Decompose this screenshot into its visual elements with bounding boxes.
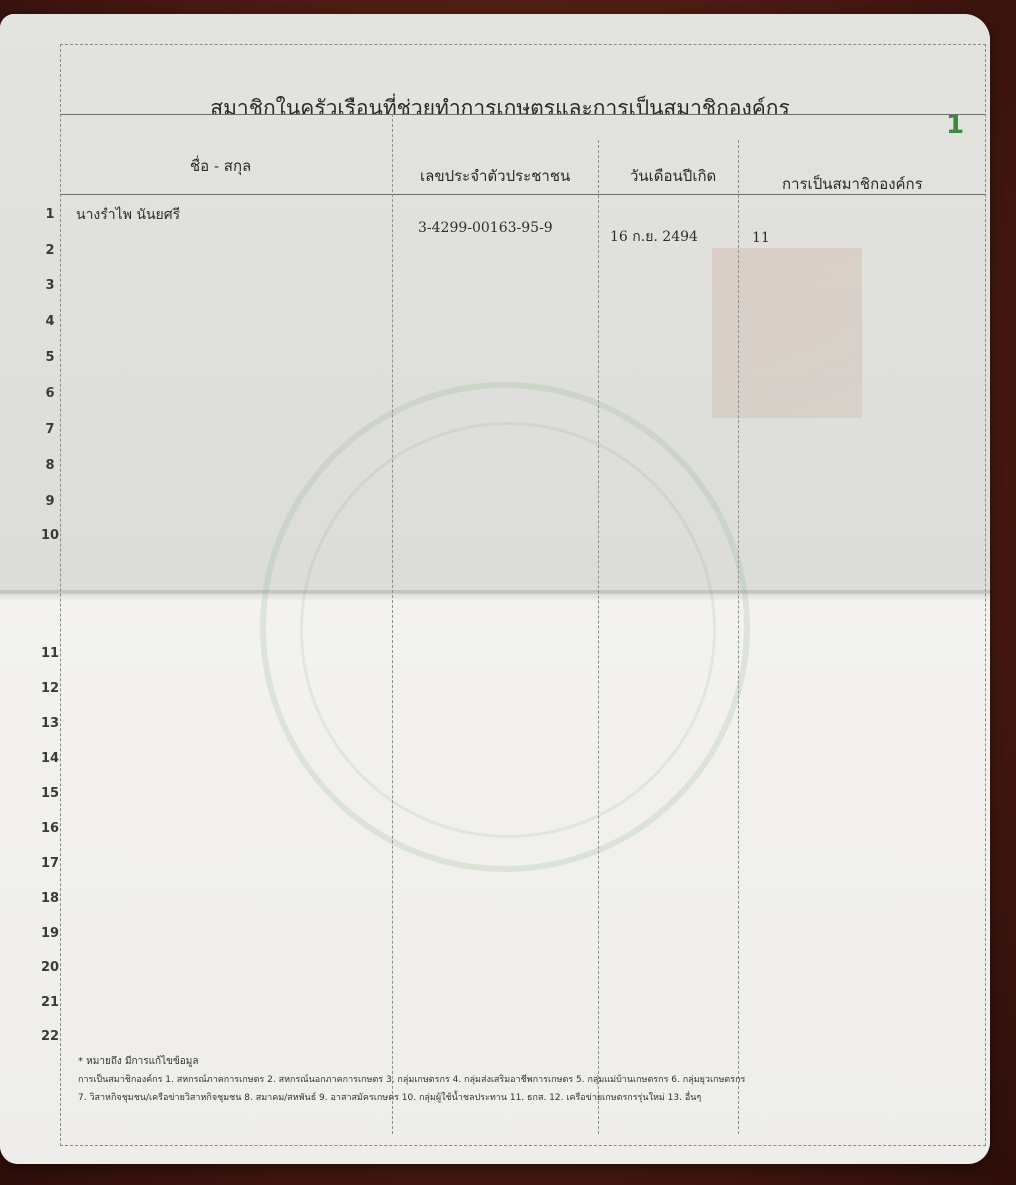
row-number: 22 bbox=[40, 1029, 60, 1044]
row-number: 18 bbox=[40, 891, 60, 906]
row-number: 11 bbox=[40, 646, 60, 661]
row-number: 20 bbox=[40, 960, 60, 975]
row-number: 16 bbox=[40, 821, 60, 836]
row-number: 15 bbox=[40, 786, 60, 801]
column-divider-3 bbox=[738, 140, 739, 1134]
row-number: 5 bbox=[45, 350, 55, 365]
form-title: สมาชิกในครัวเรือนที่ช่วยทำการเกษตรและการเป็นสมาชิกองค์กร bbox=[210, 96, 790, 120]
header-id-number: เลขประจำตัวประชาชน bbox=[420, 167, 571, 185]
column-divider-2 bbox=[598, 140, 599, 1134]
page-number: 1 bbox=[946, 110, 965, 140]
row-number: 19 bbox=[40, 926, 60, 941]
footnote-membership-legend-2: 7. วิสาหกิจชุมชน/เครือข่ายวิสาหกิจชุมชน 8. สมาคม/สหพันธ์ 9. อาสาสมัครเกษตร 10. กลุ่มผู้ใช้น้ำชลประทาน 11. ธกส. 12. เครือข่ายเกษตรกรรุ่นใหม่ 13. อื่นๆ bbox=[78, 1093, 702, 1103]
member-birth-date: 16 ก.ย. 2494 bbox=[610, 229, 698, 245]
form-frame bbox=[60, 44, 986, 1146]
row-number: 21 bbox=[40, 995, 60, 1010]
row-number: 10 bbox=[40, 528, 60, 543]
header-name: ชื่อ - สกุล bbox=[190, 157, 252, 175]
header-membership: การเป็นสมาชิกองค์กร bbox=[782, 175, 923, 193]
member-id-number: 3-4299-00163-95-9 bbox=[418, 220, 553, 236]
title-rule bbox=[60, 114, 986, 115]
row-number: 3 bbox=[45, 278, 55, 293]
row-number: 13 bbox=[40, 716, 60, 731]
row-number: 17 bbox=[40, 856, 60, 871]
footnote-membership-legend-1: การเป็นสมาชิกองค์กร 1. สหกรณ์ภาคการเกษตร 2. สหกรณ์นอกภาคการเกษตร 3. กลุ่มเกษตรกร 4. กลุ่มส่งเสริมอาชีพการเกษตร 5. กลุ่มแม่บ้านเกษตรกร 6. กลุ่มยุวเกษตรกร bbox=[78, 1075, 746, 1085]
footnote-note: * หมายถึง มีการแก้ไขข้อมูล bbox=[78, 1056, 199, 1067]
row-number: 6 bbox=[45, 386, 55, 401]
row-number: 2 bbox=[45, 243, 55, 258]
header-birth-date: วันเดือนปีเกิด bbox=[630, 167, 717, 185]
row-number: 14 bbox=[40, 751, 60, 766]
member-membership-code: 11 bbox=[752, 230, 770, 246]
farmer-registration-book bbox=[0, 14, 990, 1164]
row-number: 4 bbox=[45, 314, 55, 329]
row-number: 1 bbox=[45, 207, 55, 222]
row-number: 8 bbox=[45, 458, 55, 473]
row-number: 7 bbox=[45, 422, 55, 437]
column-divider-1 bbox=[392, 114, 393, 1134]
row-number: 9 bbox=[45, 494, 55, 509]
row-number: 12 bbox=[40, 681, 60, 696]
member-name: นางรำไพ นันยศรี bbox=[76, 207, 181, 223]
